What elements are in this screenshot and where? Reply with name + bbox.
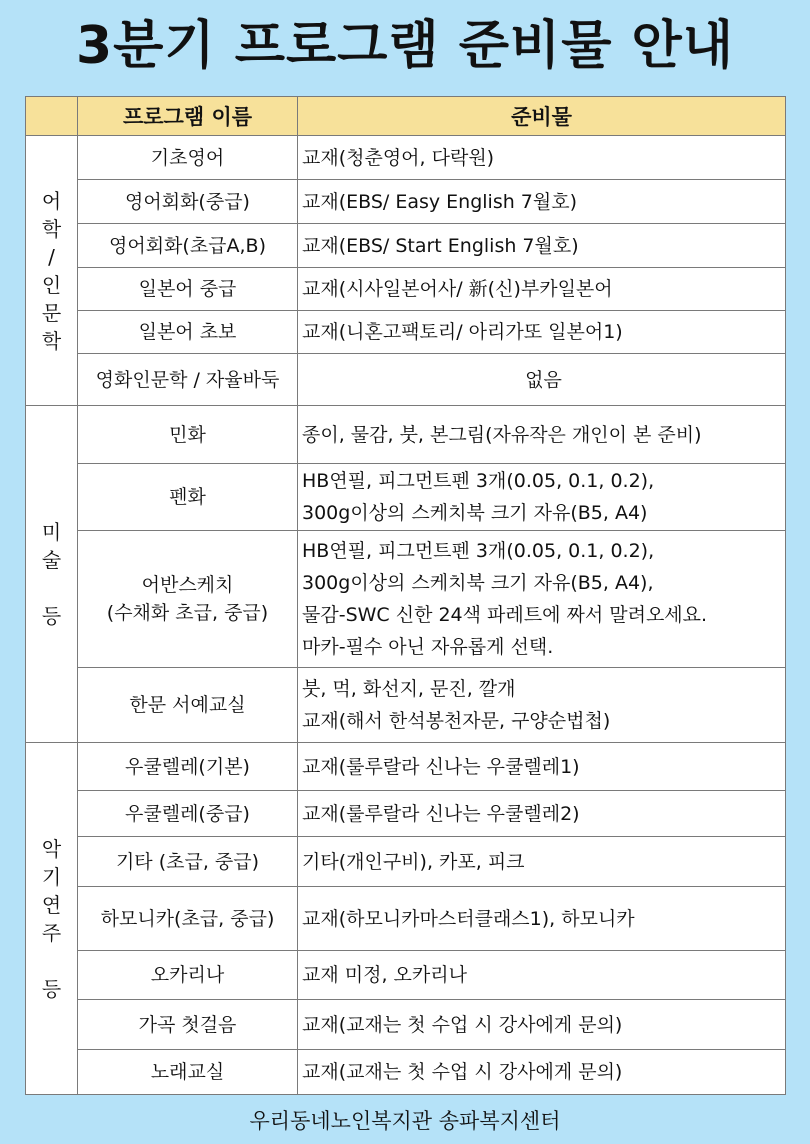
table-row [26, 180, 786, 224]
prep-line: 교재 미정, 오카리나 [302, 964, 467, 986]
program-name: 영어회화(중급) [78, 180, 298, 224]
prep-line: 교재(니혼고팩토리/ 아리가또 일본어1) [302, 321, 623, 343]
table-row [26, 136, 786, 180]
category-char: 문 [41, 300, 62, 325]
program-prep [298, 668, 786, 743]
prep-line: 없음 [525, 368, 562, 391]
table-row [26, 224, 786, 268]
category-char: / [48, 244, 55, 269]
program-name: 우쿨렐레(기본) [78, 743, 298, 791]
prep-line: 교재(청춘영어, 다락원) [302, 146, 495, 169]
table-row [26, 1000, 786, 1050]
table-header-row [26, 97, 786, 136]
category-char: 기 [41, 864, 62, 889]
program-name: 일본어 중급 [78, 268, 298, 311]
program-prep [298, 224, 786, 268]
table-row [26, 268, 786, 311]
program-name: 일본어 초보 [78, 311, 298, 354]
program-name: 영어회화(초급A,B) [78, 224, 298, 268]
prep-line: 교재(하모니카마스터클래스1), 하모니카 [302, 907, 635, 930]
prep-line: 교재(시사일본어사/ 新(신)부카일본어 [302, 278, 613, 300]
prep-line: 교재(교재는 첫 수업 시 강사에게 문의) [302, 1013, 623, 1036]
header-preparation: 준비물 [298, 97, 786, 136]
table-row [26, 1050, 786, 1095]
prep-line: 300g이상의 스케치북 크기 자유(B5, A4), [302, 572, 654, 594]
prep-line: 300g이상의 스케치북 크기 자유(B5, A4) [302, 502, 648, 524]
prep-line: 교재(해서 한석봉천자문, 구양순법첩) [302, 710, 611, 732]
program-name: 기타 (초급, 중급) [78, 837, 298, 887]
program-name: 영화인문학 / 자율바둑 [78, 354, 298, 406]
category-char: 등 [41, 604, 62, 628]
program-name: 우쿨렐레(중급) [78, 791, 298, 837]
category-music [26, 743, 78, 1095]
category-char: 연 [41, 892, 62, 917]
program-name: 민화 [78, 406, 298, 464]
program-prep [298, 1000, 786, 1050]
program-name: 노래교실 [78, 1050, 298, 1095]
table-row [26, 743, 786, 791]
category-char: 인 [41, 272, 62, 297]
prep-line: HB연필, 피그먼트펜 3개(0.05, 0.1, 0.2), [302, 470, 655, 492]
category-char: 학 [41, 328, 62, 353]
prep-line: 기타(개인구비), 카포, 피크 [302, 850, 525, 873]
prep-line: 붓, 먹, 화선지, 문진, 깔개 [302, 678, 516, 700]
program-prep [298, 354, 786, 406]
program-prep [298, 136, 786, 180]
program-prep [298, 531, 786, 668]
program-prep [298, 180, 786, 224]
table-row [26, 311, 786, 354]
prep-line: 교재(EBS/ Easy English 7월호) [302, 190, 578, 213]
header-category [26, 97, 78, 136]
table-row [26, 354, 786, 406]
program-prep [298, 887, 786, 951]
category-char: 주 [41, 920, 62, 945]
table-row [26, 406, 786, 464]
program-prep [298, 743, 786, 791]
prep-line: 교재(룰루랄라 신나는 우쿨렐레2) [302, 802, 580, 825]
category-char: 어 [41, 188, 62, 213]
category-art [26, 406, 78, 743]
table-row [26, 887, 786, 951]
table-row [26, 464, 786, 531]
prep-line: 물감-SWC 신한 24색 파레트에 짜서 말려오세요. [302, 604, 708, 626]
header-program-name: 프로그램 이름 [78, 97, 298, 136]
prep-line: 교재(교재는 첫 수업 시 강사에게 문의) [302, 1061, 623, 1083]
category-char [26, 574, 77, 602]
program-name: 가곡 첫걸음 [78, 1000, 298, 1050]
category-char: 악 [41, 836, 62, 861]
prep-line: 교재(EBS/ Start English 7월호) [302, 234, 579, 257]
program-name: 펜화 [78, 464, 298, 531]
category-char [26, 947, 77, 975]
program-prep [298, 464, 786, 531]
program-name: 오카리나 [78, 951, 298, 1000]
program-prep [298, 951, 786, 1000]
program-name-line: (수채화 초급, 중급) [106, 602, 269, 624]
category-char: 등 [41, 976, 62, 1001]
category-char: 미 [41, 520, 62, 544]
prep-line: 교재(룰루랄라 신나는 우쿨렐레1) [302, 755, 580, 778]
prep-line: 종이, 물감, 붓, 본그림(자유작은 개인이 본 준비) [302, 423, 702, 446]
program-prep [298, 837, 786, 887]
table-row [26, 531, 786, 668]
program-prep [298, 791, 786, 837]
table-row [26, 951, 786, 1000]
program-prep [298, 1050, 786, 1095]
category-language-humanities [26, 136, 78, 406]
program-name-line: 어반스케치 [141, 574, 234, 596]
program-name: 한문 서예교실 [78, 668, 298, 743]
category-char: 술 [41, 548, 62, 572]
program-prep [298, 268, 786, 311]
table-row [26, 791, 786, 837]
category-char: 학 [41, 216, 62, 241]
program-prep [298, 311, 786, 354]
program-name: 기초영어 [78, 136, 298, 180]
prep-line: 마카-필수 아닌 자유롭게 선택. [302, 636, 554, 658]
footer-organization: 우리동네노인복지관 송파복지센터 [249, 1109, 561, 1133]
program-prep [298, 406, 786, 464]
program-table [25, 96, 786, 1095]
program-name: 하모니카(초급, 중급) [78, 887, 298, 951]
table-row [26, 668, 786, 743]
table-row [26, 837, 786, 887]
page-title: 3분기 프로그램 준비물 안내 [75, 16, 735, 76]
program-name [78, 531, 298, 668]
prep-line: HB연필, 피그먼트펜 3개(0.05, 0.1, 0.2), [302, 540, 655, 562]
